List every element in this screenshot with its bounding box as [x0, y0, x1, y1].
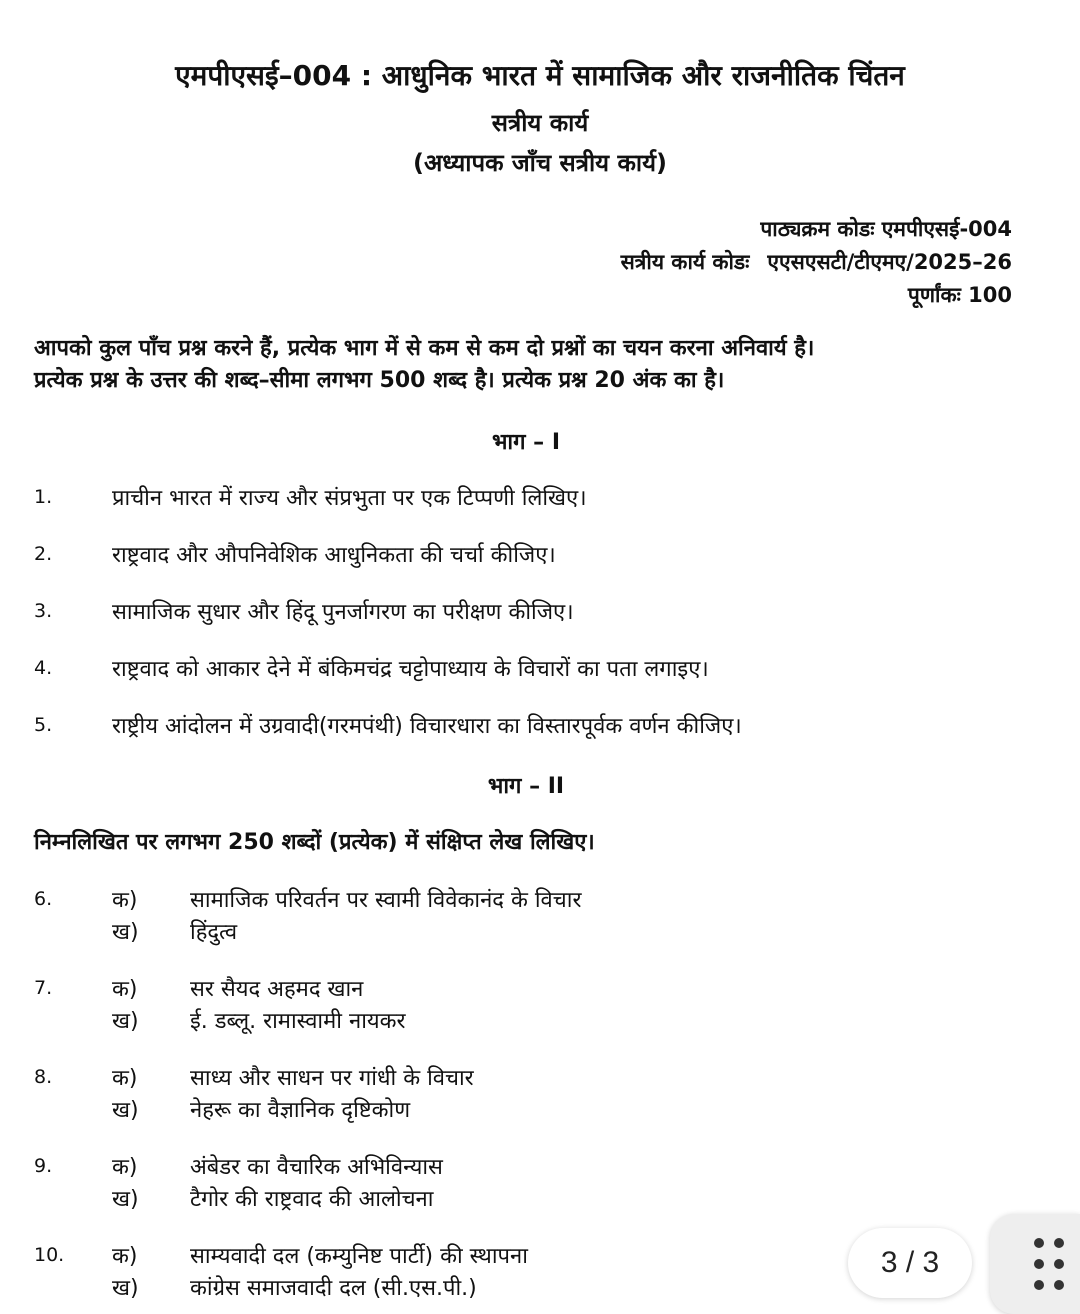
assignment-code-line: [621, 248, 1012, 276]
part-2-intro: निम्नलिखित पर लगभग 250 शब्दों (प्रत्येक) में संक्षिप्त लेख लिखिए।: [34, 830, 595, 855]
assignment-code-value: एएसएसटी/टीएमए/2025–26: [767, 250, 1012, 274]
max-marks-value: 100: [968, 283, 1012, 307]
option-b-label: ख): [112, 1276, 139, 1301]
option-a-label: क): [112, 1066, 138, 1091]
part-2-heading: भाग – II: [487, 774, 565, 799]
question-text: सामाजिक सुधार और हिंदू पुनर्जागरण का परीक्षण कीजिए।: [112, 600, 574, 625]
question-number: 6.: [34, 888, 53, 910]
question-number: 4.: [34, 657, 53, 679]
instructions-line-1: आपको कुल पाँच प्रश्न करने हैं, प्रत्येक भाग में से कम से कम दो प्रश्नों का चयन करना अनिवार्य है।: [34, 336, 815, 361]
part-1-heading: भाग – I: [491, 430, 561, 455]
question-number: 2.: [34, 543, 53, 565]
option-a-text: सामाजिक परिवर्तन पर स्वामी विवेकानंद के विचार: [190, 888, 582, 913]
question-number: 5.: [34, 714, 53, 736]
option-a-label: क): [112, 888, 138, 913]
subtitle-note: (अध्यापक जाँच सत्रीय कार्य): [412, 149, 667, 177]
option-b-text: हिंदुत्व: [190, 920, 238, 945]
option-b-text: नेहरू का वैज्ञानिक दृष्टिकोण: [190, 1098, 411, 1123]
option-b-label: ख): [112, 1009, 139, 1034]
instructions: [34, 333, 1020, 397]
option-a-text: साम्यवादी दल (कम्युनिष्ट पार्टी) की स्थापना: [190, 1244, 528, 1269]
option-b-text: ई. डब्लू. रामास्वामी नायकर: [190, 1009, 406, 1034]
question-text: राष्ट्रवाद और औपनिवेशिक आधुनिकता की चर्चा कीजिए।: [112, 543, 556, 568]
option-a-text: सर सैयद अहमद खान: [190, 977, 364, 1002]
page-title: एमपीएसई–004 : आधुनिक भारत में सामाजिक और राजनीतिक चिंतन: [175, 59, 905, 92]
option-a-label: क): [112, 977, 138, 1002]
question-number: 1.: [34, 486, 53, 508]
question-number: 9.: [34, 1155, 53, 1177]
option-b-label: ख): [112, 920, 139, 945]
question-number: 7.: [34, 977, 53, 999]
option-a-text: अंबेडर का वैचारिक अभिविन्यास: [190, 1155, 443, 1180]
max-marks-line: [908, 281, 1012, 309]
course-code-value: एमपीएसई-004: [881, 217, 1012, 241]
course-code-label: पाठ्यक्रम कोडः: [760, 217, 875, 241]
option-b-label: ख): [112, 1187, 139, 1212]
page-indicator[interactable]: 3 / 3: [848, 1228, 972, 1298]
option-a-text: साध्य और साधन पर गांधी के विचार: [190, 1066, 474, 1091]
instructions-line-2: प्रत्येक प्रश्न के उत्तर की शब्द–सीमा लगभग 500 शब्द है। प्रत्येक प्रश्न 20 अंक का है।: [34, 368, 725, 393]
option-a-label: क): [112, 1155, 138, 1180]
option-b-text: टैगोर की राष्ट्रवाद की आलोचना: [190, 1187, 434, 1212]
course-code-line: [760, 215, 1012, 243]
question-number: 8.: [34, 1066, 53, 1088]
question-text: राष्ट्रीय आंदोलन में उग्रवादी(गरमपंथी) विचारधारा का विस्तारपूर्वक वर्णन कीजिए।: [112, 714, 742, 739]
question-number: 3.: [34, 600, 53, 622]
assignment-code-label: सत्रीय कार्य कोडः: [620, 250, 750, 274]
question-number: 10.: [34, 1244, 65, 1266]
grid-view-button[interactable]: [990, 1214, 1080, 1314]
option-a-label: क): [112, 1244, 138, 1269]
question-text: प्राचीन भारत में राज्य और संप्रभुता पर एक टिप्पणी लिखिए।: [112, 486, 587, 511]
option-b-label: ख): [112, 1098, 139, 1123]
option-b-text: कांग्रेस समाजवादी दल (सी.एस.पी.): [190, 1276, 477, 1301]
question-text: राष्ट्रवाद को आकार देने में बंकिमचंद्र चट्टोपाध्याय के विचारों का पता लगाइए।: [112, 657, 709, 682]
subtitle: सत्रीय कार्य: [491, 109, 589, 137]
max-marks-label: पूर्णांकः: [907, 283, 961, 307]
